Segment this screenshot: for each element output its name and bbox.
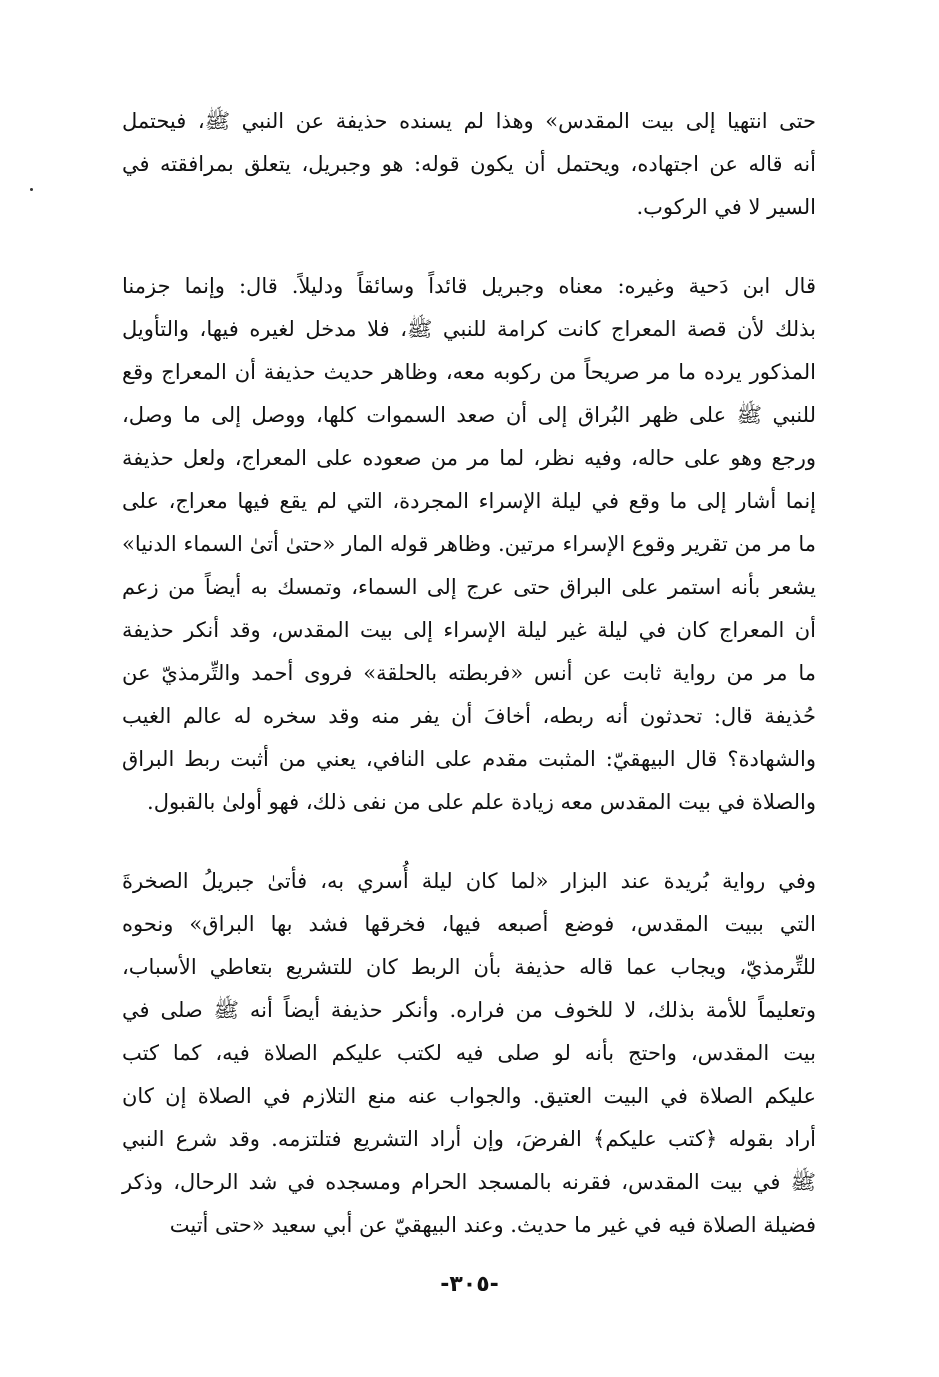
- text-line: والشهادة؟ قال البيهقيّ: المثبت مقدم على النافي، يعني من أثبت ربط البراق: [122, 747, 816, 771]
- text-line: فضيلة الصلاة فيه في غير ما حديث. وعند البيهقيّ عن أبي سعيد «حتى أتيت: [169, 1213, 816, 1237]
- text-line: وتعليماً للأمة بذلك، لا للخوف من فراره. وأنكر حذيفة أيضاً أنه ﷺ صلى في: [122, 998, 816, 1022]
- text-line: بيت المقدس، واحتج بأنه لو صلى فيه لكتب عليكم الصلاة فيه، كما كتب: [122, 1041, 816, 1065]
- text-line: حُذيفة قال: تحدثون أنه ربطه، أخافَ أن يفر منه وقد سخره له عالم الغيب: [122, 704, 816, 728]
- text-line: ما مر من تقرير وقوع الإسراء مرتين. وظاهر قوله المار «حتىٰ أتىٰ السماء الدنيا»: [122, 532, 816, 556]
- text-line: والصلاة في بيت المقدس معه زيادة علم على من نفى ذلك، فهو أولىٰ بالقبول.: [147, 790, 816, 814]
- stray-ink-dot: [30, 188, 33, 191]
- text-line: أن المعراج كان في ليلة غير ليلة الإسراء إلى بيت المقدس، وقد أنكر حذيفة: [122, 618, 816, 642]
- text-line: أنه قاله عن اجتهاده، ويحتمل أن يكون قوله: هو وجبريل، يتعلق بمرافقته في: [122, 152, 816, 176]
- text-line: التي ببيت المقدس، فوضع أصبعه فيها، فخرقها فشد بها البراق» ونحوه: [122, 912, 816, 936]
- text-line: عليكم الصلاة في البيت العتيق. والجواب عنه منع التلازم في الصلاة إن كان: [122, 1084, 816, 1108]
- text-line: ما مر من رواية ثابت عن أنس «فربطته بالحلقة» فروى أحمد والتِّرمذيّ عن: [122, 661, 816, 685]
- text-line: يشعر بأنه استمر على البراق حتى عرج إلى السماء، وتمسك به أيضاً من زعم: [122, 575, 816, 599]
- text-line: للتِّرمذيّ، ويجاب عما قاله حذيفة بأن الربط كان للتشريع بتعاطي الأسباب،: [122, 955, 816, 979]
- text-line: وفي رواية بُريدة عند البزار «لما كان ليلة أُسري به، فأتىٰ جبريلُ الصخرةَ: [122, 869, 816, 893]
- text-line: للنبي ﷺ على ظهر البُراق إلى أن صعد السموات كلها، ووصل إلى ما وصل،: [122, 403, 816, 427]
- text-line: حتى انتهيا إلى بيت المقدس» وهذا لم يسنده حذيفة عن النبي ﷺ، فيحتمل: [122, 109, 816, 133]
- text-line: بذلك لأن قصة المعراج كانت كرامة للنبي ﷺ، فلا مدخل لغيره فيها، والتأويل: [122, 317, 816, 341]
- text-line: ورجع وهو على حاله، وفيه نظر، لما مر من صعوده على المعراج، ولعل حذيفة: [122, 446, 816, 470]
- text-line: السير لا في الركوب.: [636, 195, 816, 219]
- page-number: -٣٠٥-: [440, 1272, 499, 1297]
- text-line: قال ابن دَحية وغيره: معناه وجبريل قائداً وسائقاً ودليلاً. قال: وإنما جزمنا: [122, 274, 816, 298]
- text-line: المذكور يرده ما مر صريحاً من ركوبه معه، وظاهر حديث حذيفة أن المعراج وقع: [122, 360, 816, 384]
- text-line: أراد بقوله ﴿كتب عليكم﴾ الفرضَ، وإن أراد التشريع فتلتزمه. وقد شرع النبي: [122, 1127, 816, 1151]
- paragraph-2: [122, 265, 816, 824]
- text-line: إنما أشار إلى ما وقع في ليلة الإسراء المجردة، التي لم يقع فيها معراج، على: [122, 489, 816, 513]
- paragraph-3: [122, 860, 816, 1247]
- paragraph-1: [122, 100, 816, 229]
- text-line: ﷺ في بيت المقدس، فقرنه بالمسجد الحرام ومسجده في شد الرحال، وذكر: [122, 1170, 816, 1194]
